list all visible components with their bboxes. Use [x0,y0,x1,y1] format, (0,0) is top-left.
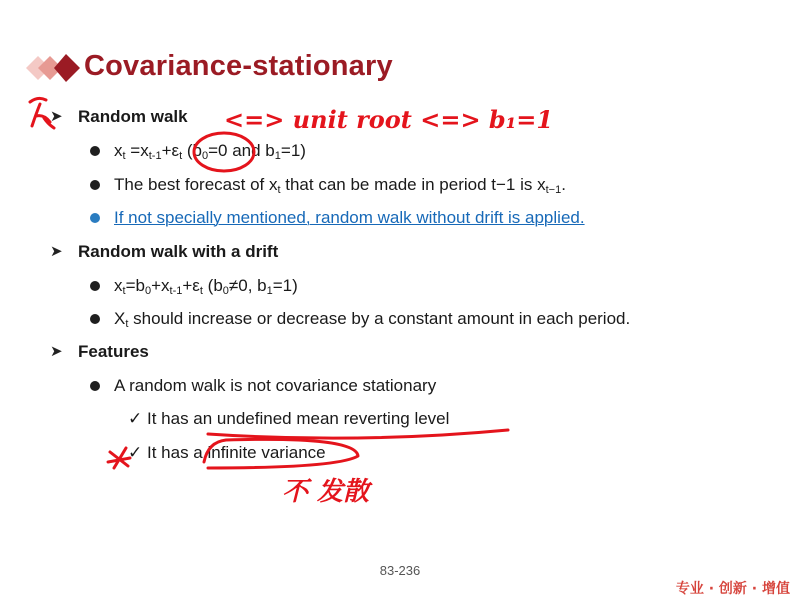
note-link-drift[interactable]: If not specially mentioned, random walk without drift is applied. [114,208,585,227]
checkmark-icon: ✓ [128,443,143,462]
page-number: 83-236 [379,563,421,578]
sub-item-infinite-variance: It has a infinite variance [147,443,326,462]
bullet-dot-icon [90,213,100,223]
section-arrow-icon: ➤ [50,108,63,125]
checkmark-icon: ✓ [128,409,143,428]
section-arrow-icon: ➤ [50,343,63,360]
section-heading-random-walk-drift: Random walk with a drift [78,242,279,261]
bullet-dot-icon [90,281,100,291]
bullet-dot-icon [90,381,100,391]
section-heading-features: Features [78,342,149,361]
bullet-dot-icon [90,180,100,190]
list-item-best-forecast: The best forecast of $x_t$ that can be made in period t−1 is $x_{t-1}$. [114,175,566,196]
logo-diamonds-icon [18,46,88,90]
ink-star-mark [108,448,130,468]
list-item-random-walk-equation: $x_t =x_{t-1}+\varepsilon_t$ ($b_0=0$ and $b_1=1$) [114,141,306,162]
ink-bottom-note: 不 发散 [282,477,370,507]
list-item-constant-amount: $X_t$ should increase or decrease by a constant amount in each period. [114,309,631,330]
bullet-dot-icon [90,314,100,324]
watermark: 专业 · 创新 · 增值 [675,581,790,597]
section-heading-random-walk: Random walk [78,107,188,126]
bullet-dot-icon [90,146,100,156]
list-item-not-stationary: A random walk is not covariance stationary [114,376,437,395]
ink-top-note: <=> unit root <=> b₁=1 [224,105,554,134]
section-arrow-icon: ➤ [50,243,63,260]
list-item-drift-equation: $x_t=b_0+x_{t-1}+\varepsilon_t$ ($b_0\ne 0$, $b_1=1$) [114,276,298,297]
sub-item-undefined-mean: It has an undefined mean reverting level [147,409,450,428]
ink-underline-mean [208,430,508,438]
slide-title: Covariance-stationary [84,50,393,82]
